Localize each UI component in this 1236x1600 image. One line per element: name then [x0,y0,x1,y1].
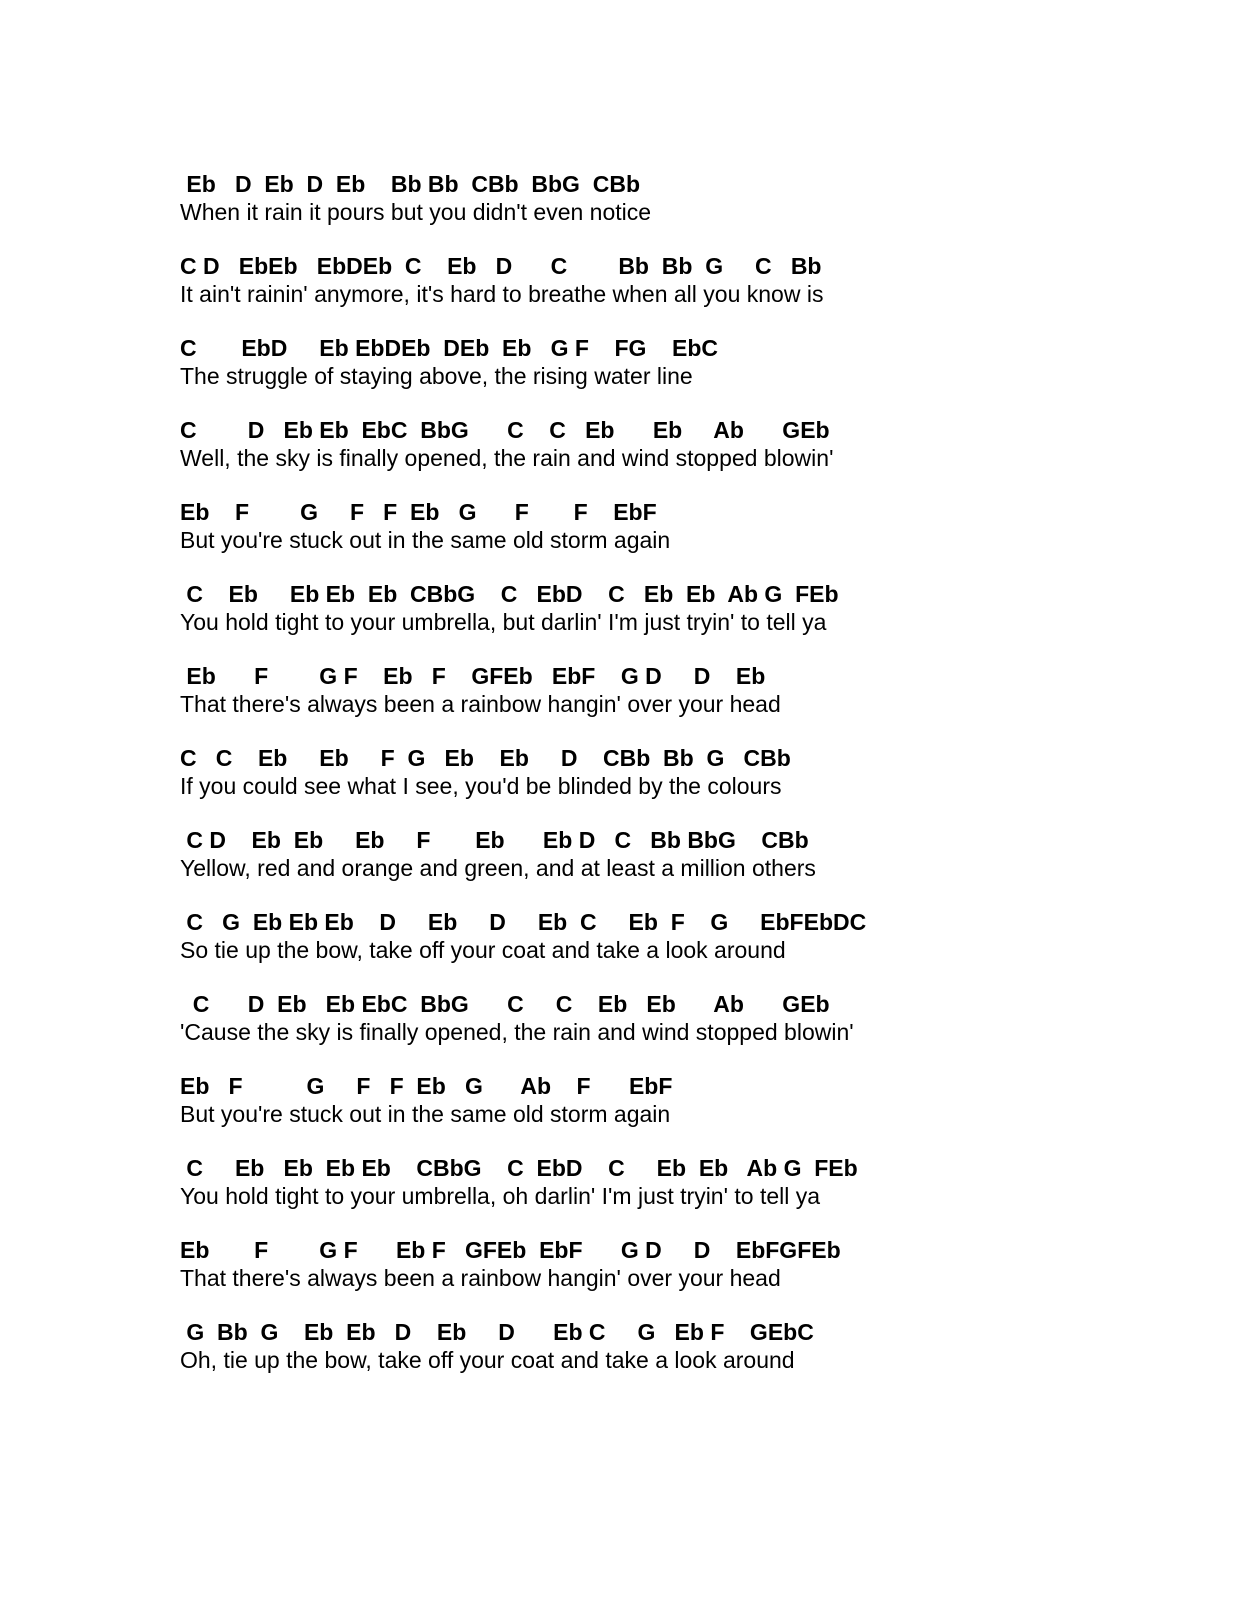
note-line: C G Eb Eb Eb D Eb D Eb C Eb F G EbFEbDC [180,909,867,935]
note-line: C Eb Eb Eb Eb CBbG C EbD C Eb Eb Ab G FEb [180,581,839,607]
stanza [180,744,1180,826]
lyric-line: But you're stuck out in the same old storm again [180,527,671,553]
lyric-line: When it rain it pours but you didn't even notice [180,199,652,225]
stanza [180,990,1180,1072]
stanza [180,1236,1180,1318]
lyric-line: You hold tight to your umbrella, but darlin' I'm just tryin' to tell ya [180,609,827,635]
note-line: C D Eb Eb EbC BbG C C Eb Eb Ab GEb [180,417,830,443]
stanza [180,498,1180,580]
note-line: G Bb G Eb Eb D Eb D Eb C G Eb F GEbC [180,1319,814,1345]
note-line: Eb F G F Eb F GFEb EbF G D D Eb [180,663,766,689]
note-line: Eb F G F Eb F GFEb EbF G D D EbFGFEb [180,1237,841,1263]
note-line: C D EbEb EbDEb C Eb D C Bb Bb G C Bb [180,253,822,279]
note-line: Eb F G F F Eb G Ab F EbF [180,1073,673,1099]
stanza [180,252,1180,334]
lyric-line: But you're stuck out in the same old storm again [180,1101,671,1127]
lyric-line: You hold tight to your umbrella, oh darlin' I'm just tryin' to tell ya [180,1183,821,1209]
lyric-line: 'Cause the sky is finally opened, the rain and wind stopped blowin' [180,1019,854,1045]
note-line: C EbD Eb EbDEb DEb Eb G F FG EbC [180,335,718,361]
note-line: C D Eb Eb Eb F Eb Eb D C Bb BbG CBb [180,827,809,853]
lyric-line: It ain't rainin' anymore, it's hard to breathe when all you know is [180,281,824,307]
lyric-line: If you could see what I see, you'd be blinded by the colours [180,773,782,799]
lyric-line: So tie up the bow, take off your coat and take a look around [180,937,786,963]
stanza [180,826,1180,908]
stanza [180,580,1180,662]
lyric-line: That there's always been a rainbow hangin' over your head [180,1265,781,1291]
note-line: Eb D Eb D Eb Bb Bb CBb BbG CBb [180,171,640,197]
stanza [180,1318,1180,1400]
stanza [180,334,1180,416]
lyric-line: Well, the sky is finally opened, the rain and wind stopped blowin' [180,445,834,471]
lyric-line: That there's always been a rainbow hangin' over your head [180,691,781,717]
note-line: C D Eb Eb EbC BbG C C Eb Eb Ab GEb [180,991,830,1017]
stanza [180,662,1180,744]
lyric-line: Yellow, red and orange and green, and at least a million others [180,855,816,881]
stanza [180,170,1180,252]
note-line: C C Eb Eb F G Eb Eb D CBb Bb G CBb [180,745,791,771]
note-line: Eb F G F F Eb G F F EbF [180,499,657,525]
song-sheet [180,170,1180,1400]
stanza [180,908,1180,990]
stanza [180,1072,1180,1154]
stanza [180,416,1180,498]
lyric-line: The struggle of staying above, the rising water line [180,363,693,389]
stanza [180,1154,1180,1236]
note-line: C Eb Eb Eb Eb CBbG C EbD C Eb Eb Ab G FEb [180,1155,858,1181]
lyric-line: Oh, tie up the bow, take off your coat and take a look around [180,1347,795,1373]
